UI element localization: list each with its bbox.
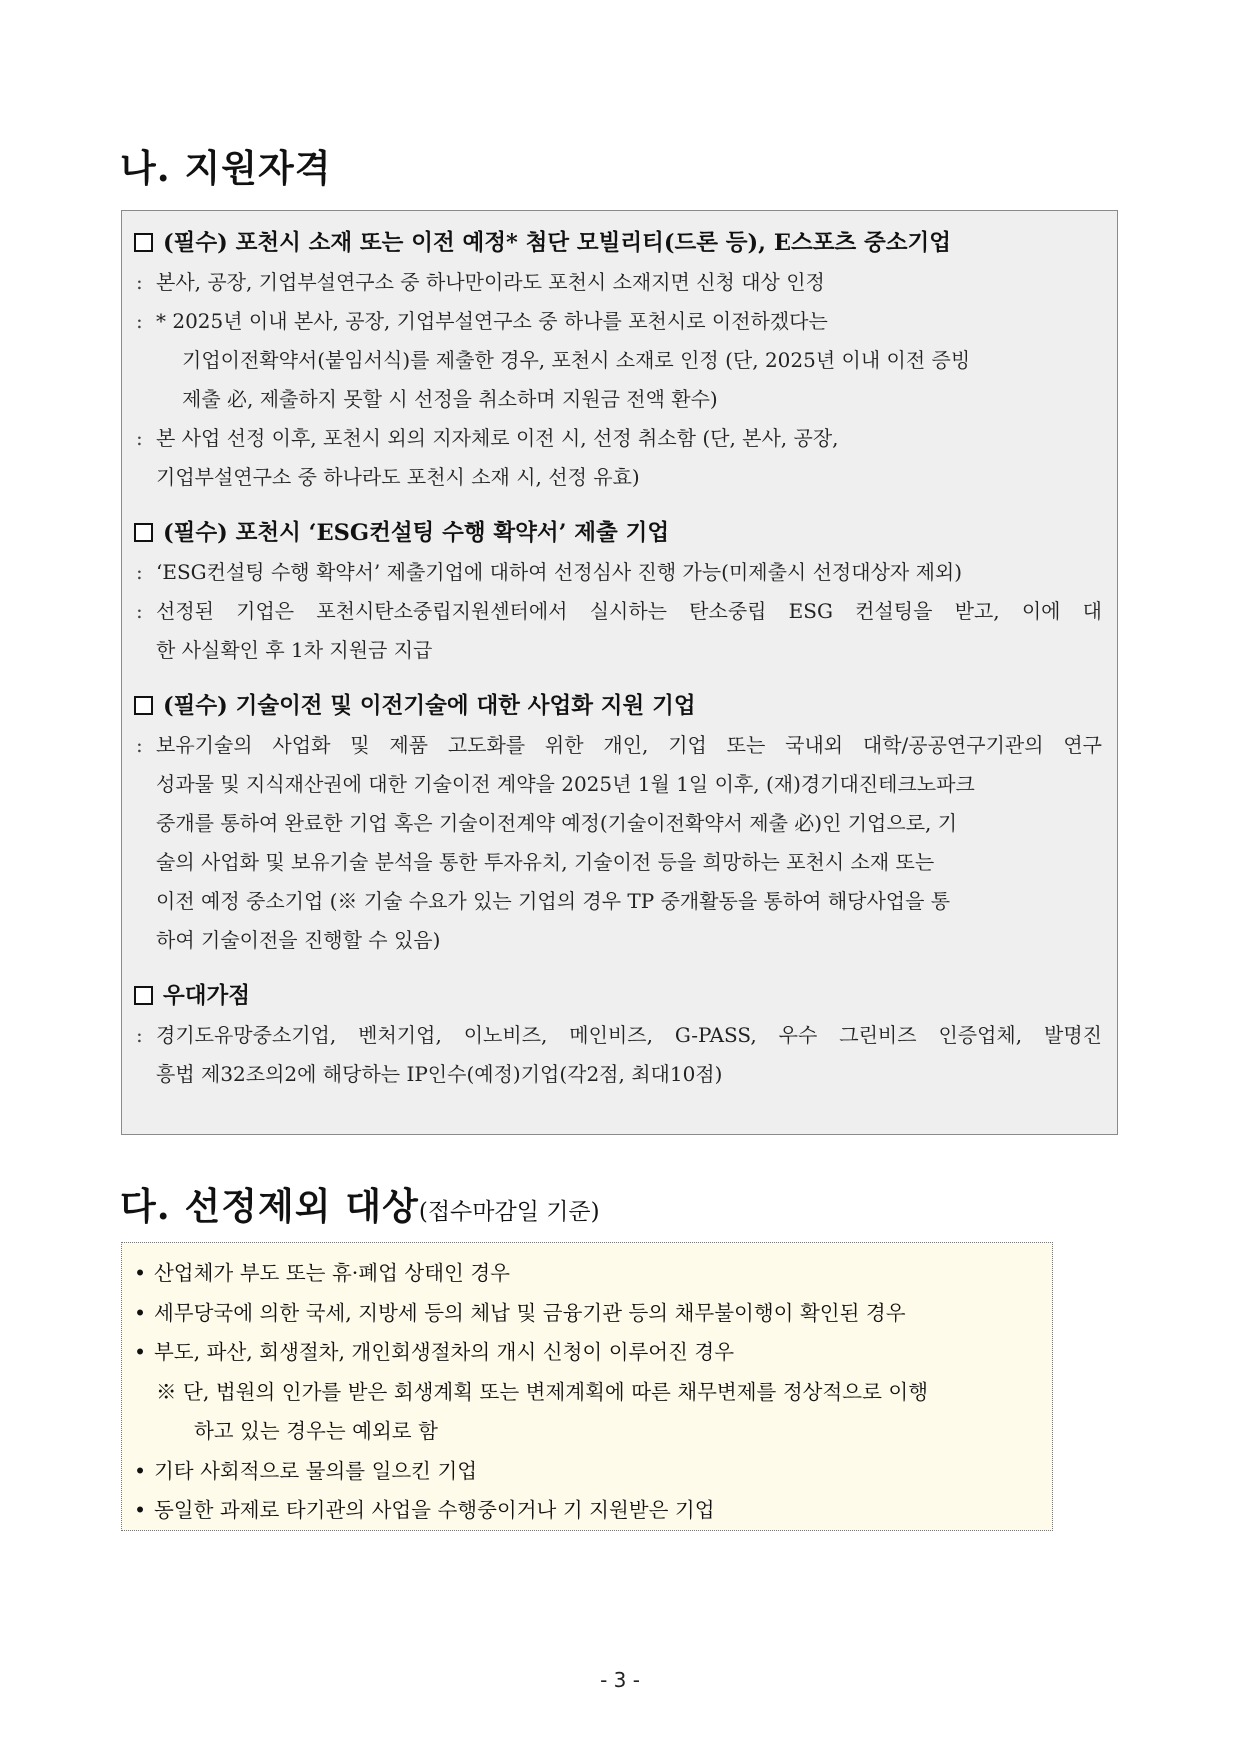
list-item-continuation: 제출 必, 제출하지 못할 시 선정을 취소하며 지원금 전액 환수) <box>182 387 718 411</box>
list-item-continuation: 기업이전확약서(붙임서식)를 제출한 경우, 포천시 소재로 인정 (단, 2025년 이내 이전 증빙 <box>182 348 971 372</box>
bullet-icon: • <box>134 1498 147 1522</box>
list-item: : 본 사업 선정 이후, 포천시 외의 지자체로 이전 시, 선정 취소함 (단, 본사, 공장, <box>136 426 839 450</box>
bullet-icon: • <box>134 1458 147 1483</box>
list-item-continuation: 술의 사업화 및 보유기술 분석을 통한 투자유치, 기술이전 등을 희망하는 포천시 소재 또는 <box>156 850 935 874</box>
page-number: - 3 - <box>600 1668 640 1692</box>
bullet-item: • 기타 사회적으로 물의를 일으킨 기업 <box>134 1452 1040 1492</box>
list-item-continuation: 이전 예정 중소기업 (※ 기술 수요가 있는 기업의 경우 TP 중개활동을 통하여 해당사업을 통 <box>156 889 951 913</box>
list-item-continuation: 기업부설연구소 중 하나라도 포천시 소재 시, 선정 유효) <box>156 465 640 489</box>
group-heading: (필수) 포천시 ‘ESG컨설팅 수행 확약서’ 제출 기업 <box>134 513 1105 553</box>
list-item-continuation: 성과물 및 지식재산권에 대한 기술이전 계약을 2025년 1월 1일 이후, (재)경기대진테크노파크 <box>156 772 975 796</box>
list-item-continuation: 흥법 제32조의2에 해당하는 IP인수(예정)기업(각2점, 최대10점) <box>156 1062 723 1086</box>
list-item: : 선정된 기업은 포천시탄소중립지원센터에서 실시하는 탄소중립 ESG 컨설팅을 받고, 이에 대 <box>136 599 1102 623</box>
list-item: : 보유기술의 사업화 및 제품 고도화를 위한 개인, 기업 또는 국내외 대학/공공연구기관의 연구 <box>136 733 1102 757</box>
note-item-continuation: 하고 있는 경우는 예외로 함 <box>194 1419 438 1443</box>
bullet-item: • 세무당국에 의한 국세, 지방세 등의 체납 및 금융기관 등의 채무불이행이 확인된 경우 <box>134 1294 1040 1334</box>
list-item: : ‘ESG컨설팅 수행 확약서’ 제출기업에 대하여 선정심사 진행 가능(미제출시 선정대상자 제외) <box>136 560 963 584</box>
eligibility-group <box>134 686 1105 960</box>
group-heading: (필수) 포천시 소재 또는 이전 예정* 첨단 모빌리티(드론 등), E스포츠 중소기업 <box>134 223 1105 263</box>
bullet-icon: • <box>134 1300 147 1325</box>
list-item-continuation: 중개를 통하여 완료한 기업 혹은 기술이전계약 예정(기술이전확약서 제출 必)인 기업으로, 기 <box>156 811 958 835</box>
list-item-continuation: 하여 기술이전을 진행할 수 있음) <box>156 928 441 952</box>
note-item: ※ 단, 법원의 인가를 받은 회생계획 또는 변제계획에 따른 채무변제를 정상적으로 이행 <box>156 1379 928 1404</box>
list-item: : 경기도유망중소기업, 벤처기업, 이노비즈, 메인비즈, G-PASS, 우수 그린비즈 인증업체, 발명진 <box>136 1023 1102 1047</box>
checkbox-icon <box>134 233 153 252</box>
checkbox-icon <box>134 696 153 715</box>
checkbox-icon <box>134 523 153 542</box>
checkbox-icon <box>134 986 153 1005</box>
list-item: : 본사, 공장, 기업부설연구소 중 하나만이라도 포천시 소재지면 신청 대상 인정 <box>136 270 825 294</box>
section-title-exclusions: 다. 선정제외 대상(접수마감일 기준) <box>120 1184 600 1228</box>
list-item: : * 2025년 이내 본사, 공장, 기업부설연구소 중 하나를 포천시로 이전하겠다는 <box>136 309 828 333</box>
eligibility-group <box>134 223 1105 497</box>
exclusions-box <box>121 1242 1053 1531</box>
eligibility-box <box>121 210 1118 1135</box>
group-heading: (필수) 기술이전 및 이전기술에 대한 사업화 지원 기업 <box>134 686 1105 726</box>
section-subtitle: (접수마감일 기준) <box>418 1199 600 1225</box>
bullet-icon: • <box>134 1340 147 1364</box>
bullet-item: • 산업체가 부도 또는 휴·폐업 상태인 경우 <box>134 1254 1040 1294</box>
eligibility-group <box>134 513 1105 670</box>
group-heading: 우대가점 <box>134 976 1105 1016</box>
list-item-continuation: 한 사실확인 후 1차 지원금 지급 <box>156 638 433 662</box>
bullet-icon: • <box>134 1261 147 1285</box>
section-title-support-eligibility: 나. 지원자격 <box>120 146 332 190</box>
bullet-item: • 부도, 파산, 회생절차, 개인회생절차의 개시 신청이 이루어진 경우 <box>134 1333 1040 1373</box>
eligibility-group <box>134 976 1105 1094</box>
bullet-item: • 동일한 과제로 타기관의 사업을 수행중이거나 기 지원받은 기업 <box>134 1491 1040 1531</box>
